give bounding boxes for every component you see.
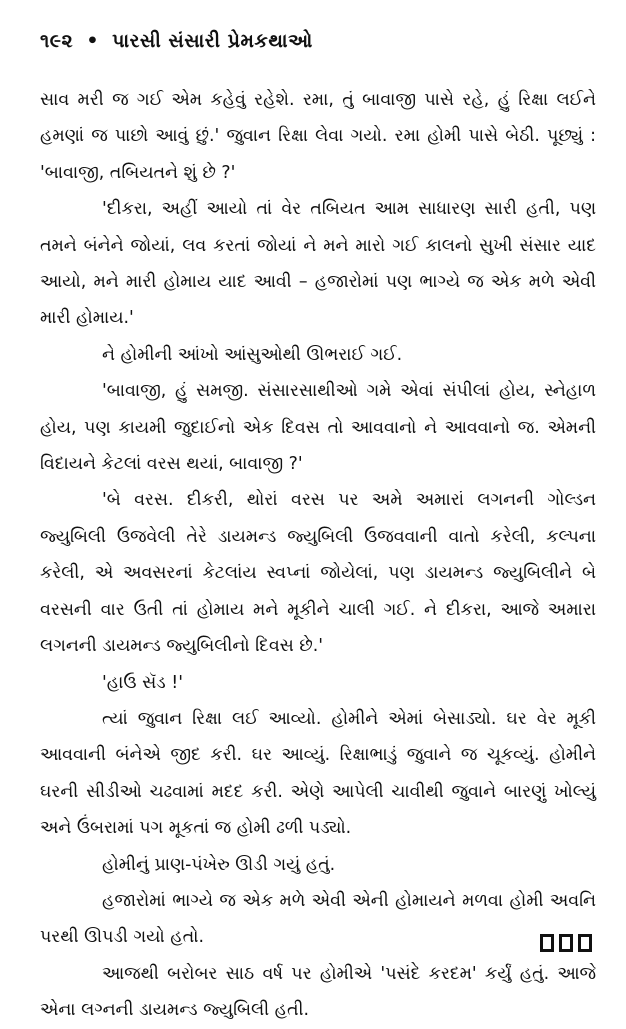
paragraph: 'દીકરા, અહીં આયો તાં વેર તબિયત આમ સાધારણ સારી હતી, પણ તમને બંનેને જોયાં, લવ કરતાં જોયાં ને મને મારો ગઈ કાલનો સુખી સંસાર યાદ આયો, મને મારી હોમાય યાદ આવી – હજારોમાં પણ ભાગ્યે જ એક મળે એવી મારી હોમાય.'	[40, 199, 596, 329]
end-mark-box-icon	[540, 934, 554, 952]
book-title: પારસી સંસારી પ્રેમકથાઓ	[112, 30, 313, 52]
header-bullet: •	[86, 30, 99, 52]
paragraph: 'બાવાજી, હું સમજી. સંસારસાથીઓ ગમે એવાં સંપીલાં હોય, સ્નેહાળ હોય, પણ કાયમી જુદાઈનો એક દિવસ તો આવવાનો ને આવવાનો જ. એમની વિદાયને કેટલાં વરસ થયાં, બાવાજી ?'	[40, 381, 596, 475]
page-number: ૧૯૨	[40, 30, 74, 52]
page-header	[40, 30, 596, 52]
paragraph: સાવ મરી જ ગઈ એમ કહેવું રહેશે. રમા, તું બાવાજી પાસે રહે, હું રિક્ષા લઈને હમણાં જ પાછો આવું છું.' જુવાન રિક્ષા લેવા ગયો. રમા હોમી પાસે બેઠી. પૂછ્યું : 'બાવાજી, તબિયતને શું છે ?'	[40, 90, 596, 183]
page-body	[40, 82, 596, 1029]
paragraph: હજારોમાં ભાગ્યે જ એક મળે એવી એની હોમાયને મળવા હોમી અવનિ પરથી ઊપડી ગયો હતો.	[40, 890, 596, 948]
end-mark-box-icon	[578, 934, 592, 952]
paragraph: ને હોમીની આંખો આંસુઓથી ઊભરાઈ ગઈ.	[102, 344, 403, 365]
paragraph: 'હાઉ સૅડ !'	[102, 672, 183, 693]
paragraph: ત્યાં જુવાન રિક્ષા લઈ આવ્યો. હોમીને એમાં બેસાડ્યો. ઘર વેર મૂકી આવવાની બંનેએ જીદ કરી. ઘર આવ્યું. રિક્ષાભાડું જુવાને જ ચૂકવ્યું. હોમીને ઘરની સીડીઓ ચઢવામાં મદદ કરી. એણે આપેલી ચાવીથી જુવાને બારણું ખોલ્યું અને ઉંબરામાં પગ મૂકતાં જ હોમી ઢળી પડ્યો.	[40, 708, 596, 839]
end-of-chapter-mark	[540, 934, 592, 952]
paragraph: આજથી બરોબર સાઠ વર્ષ પર હોમીએ 'પસંદે કરદમ' કર્યું હતું. આજે એના લગ્નની ડાયમન્ડ જ્યુબિલી હતી.	[40, 963, 596, 1021]
end-mark-box-icon	[559, 934, 573, 952]
paragraph: હોમીનું પ્રાણ-પંખેરુ ઊડી ગયું હતું.	[102, 854, 336, 875]
paragraph: 'બે વરસ. દીકરી, થોરાં વરસ પર અમે અમારાં લગનની ગોલ્ડન જ્યુબિલી ઉજવેલી તેરે ડાયમન્ડ જ્યુબિલી ઉજવવાની વાતો કરેલી, કલ્પના કરેલી, એ અવસરનાં કેટલાંય સ્વપ્નાં જોયેલાં, પણ ડાયમન્ડ જ્યુબિલીને બે વરસની વાર ઉતી તાં હોમાય મને મૂકીને ચાલી ગઈ. ને દીકરા, આજે અમારા લગનની ડાયમન્ડ જ્યુબિલીનો દિવસ છે.'	[40, 490, 596, 657]
